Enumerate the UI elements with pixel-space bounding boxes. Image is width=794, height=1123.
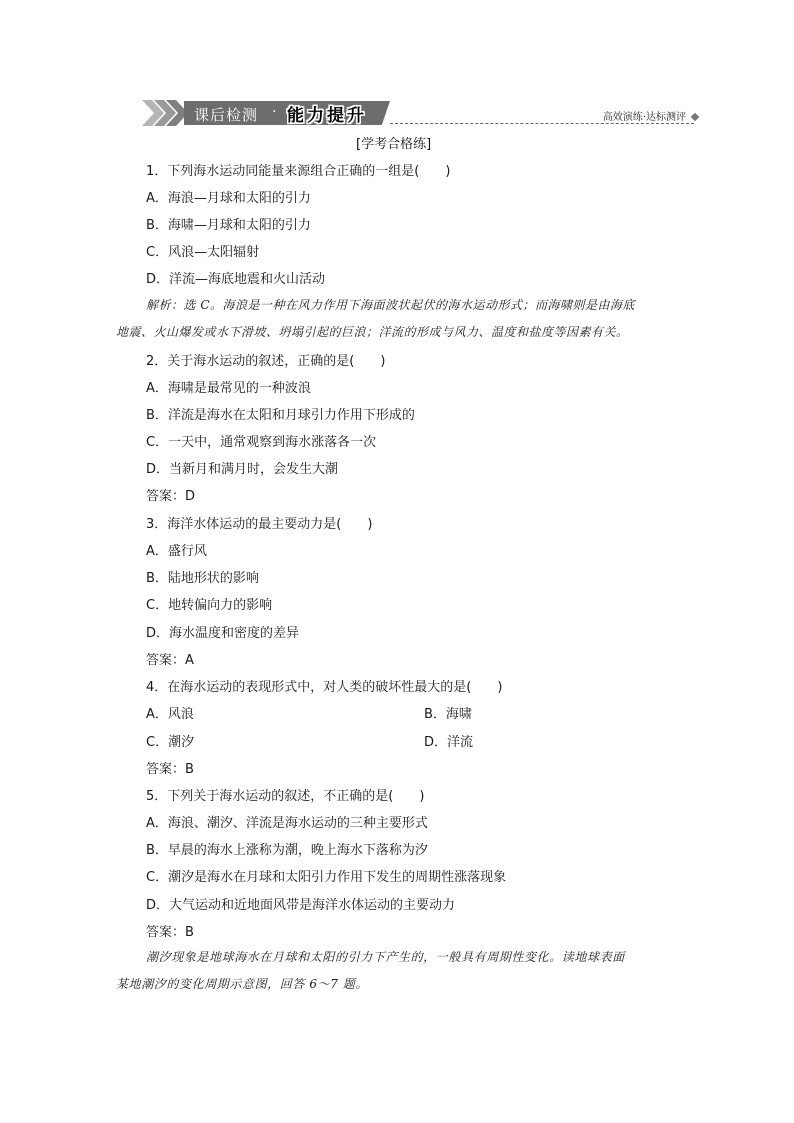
banner-subtitle: 能力提升	[287, 106, 367, 126]
question-4-stem: 4．在海水运动的表现形式中，对人类的破坏性最大的是( )	[146, 680, 503, 695]
question-4-option-c: C．潮汐	[146, 735, 195, 750]
question-1-option-a: A．海浪—月球和太阳的引力	[146, 191, 311, 206]
question-1-option-c: C．风浪—太阳辐射	[146, 245, 260, 260]
header-right-text: 高效演练·达标测评	[602, 112, 686, 123]
question-5-answer: 答案：B	[146, 925, 194, 940]
question-4-option-a: A．风浪	[146, 707, 194, 722]
question-3-option-c: C．地转偏向力的影响	[146, 598, 273, 613]
page-header	[140, 100, 700, 128]
question-5-option-b: B．早晨的海水上涨称为潮，晚上海水下落称为汐	[146, 843, 428, 858]
section-title: [学考合格练]	[356, 137, 432, 152]
question-1-explanation-line-2: 地震、火山爆发或水下滑坡、坍塌引起的巨浪；洋流的形成与风力、温度和盐度等因素有关。	[116, 325, 629, 339]
question-2-answer: 答案：D	[146, 489, 196, 504]
question-3-option-b: B．陆地形状的影响	[146, 571, 259, 586]
question-5-option-d: D．大气运动和近地面风带是海洋水体运动的主要动力	[146, 898, 456, 913]
banner-separator: ·	[272, 104, 277, 120]
question-1-option-b: B．海啸—月球和太阳的引力	[146, 218, 311, 233]
intro-paragraph-line-1: 潮汐现象是地球海水在月球和太阳的引力下产生的，一般具有周期性变化。读地球表面	[146, 950, 625, 964]
question-4-option-b: B．海啸	[424, 707, 472, 722]
banner-title: 课后检测	[194, 106, 259, 124]
banner-text-group	[184, 101, 404, 125]
question-3-option-d: D．海水温度和密度的差异	[146, 626, 300, 641]
question-5-option-c: C．潮汐是海水在月球和太阳引力作用下发生的周期性涨落现象	[146, 870, 507, 885]
question-4-option-d: D．洋流	[424, 735, 474, 750]
diamond-icon	[691, 113, 699, 121]
question-1-explanation-line-1: 解析：选 C。海浪是一种在风力作用下海面波状起伏的海水运动形式；而海啸则是由海底	[146, 298, 635, 312]
intro-paragraph-line-2: 某地潮汐的变化周期示意图，回答 6～7 题。	[116, 977, 369, 991]
question-2-option-d: D．当新月和满月时，会发生大潮	[146, 462, 339, 477]
question-1-stem: 1．下列海水运动同能量来源组合正确的一组是( )	[146, 164, 451, 179]
question-5-option-a: A．海浪、潮汐、洋流是海水运动的三种主要形式	[146, 816, 428, 831]
question-2-option-a: A．海啸是最常见的一种波浪	[146, 381, 311, 396]
question-3-stem: 3．海洋水体运动的最主要动力是( )	[146, 517, 373, 532]
question-2-stem: 2．关于海水运动的叙述，正确的是( )	[146, 354, 386, 369]
question-2-option-b: B．洋流是海水在太阳和月球引力作用下形成的	[146, 408, 415, 423]
chevron-arrows-icon	[140, 100, 188, 126]
question-3-option-a: A．盛行风	[146, 544, 207, 559]
question-4-answer: 答案：B	[146, 762, 194, 777]
header-dashed-rule	[390, 123, 694, 124]
question-3-answer: 答案：A	[146, 653, 194, 668]
question-5-stem: 5．下列关于海水运动的叙述，不正确的是( )	[146, 789, 425, 804]
question-2-option-c: C．一天中，通常观察到海水涨落各一次	[146, 435, 377, 450]
question-1-option-d: D．洋流—海底地震和火山活动	[146, 272, 326, 287]
